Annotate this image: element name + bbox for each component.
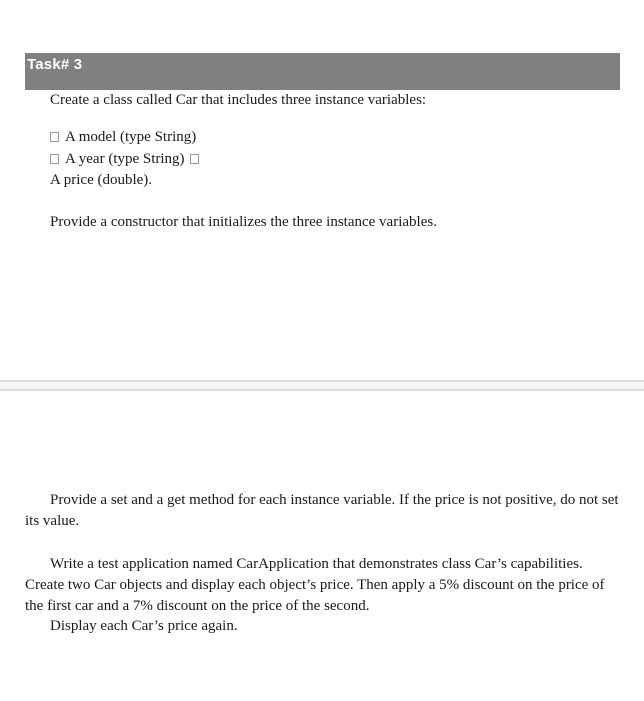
bullet-box-icon xyxy=(50,154,59,164)
constructor-text: Provide a constructor that initializes the three instance variables. xyxy=(50,214,437,230)
intro-text: Create a class called Car that includes three instance variables: xyxy=(50,92,427,108)
variable-label-year: A year (type String) xyxy=(65,151,185,167)
bullet-box-icon xyxy=(190,154,199,164)
setget-paragraph: Provide a set and a get method for each instance variable. If the price is not positive, do not set its value. xyxy=(25,492,619,529)
task-header-bar xyxy=(25,53,620,90)
variable-item-year xyxy=(50,149,199,169)
test-app-paragraph: Write a test application named CarApplication that demonstrates class Car’s capabilities. Create two Car objects and display each object’s price. Then apply a 5% discount on the price of the first car and a 7% discount on the price of the second. xyxy=(25,556,605,614)
variable-item-price: A price (double). xyxy=(50,172,153,188)
variable-item-model xyxy=(50,127,196,147)
test-app-last-line: Display each Car’s price again. xyxy=(50,618,238,634)
bullet-box-icon xyxy=(50,132,59,142)
variable-label-model: A model (type String) xyxy=(65,129,197,145)
page-break-divider xyxy=(0,380,644,391)
task-title: Task# 3 xyxy=(27,56,83,73)
